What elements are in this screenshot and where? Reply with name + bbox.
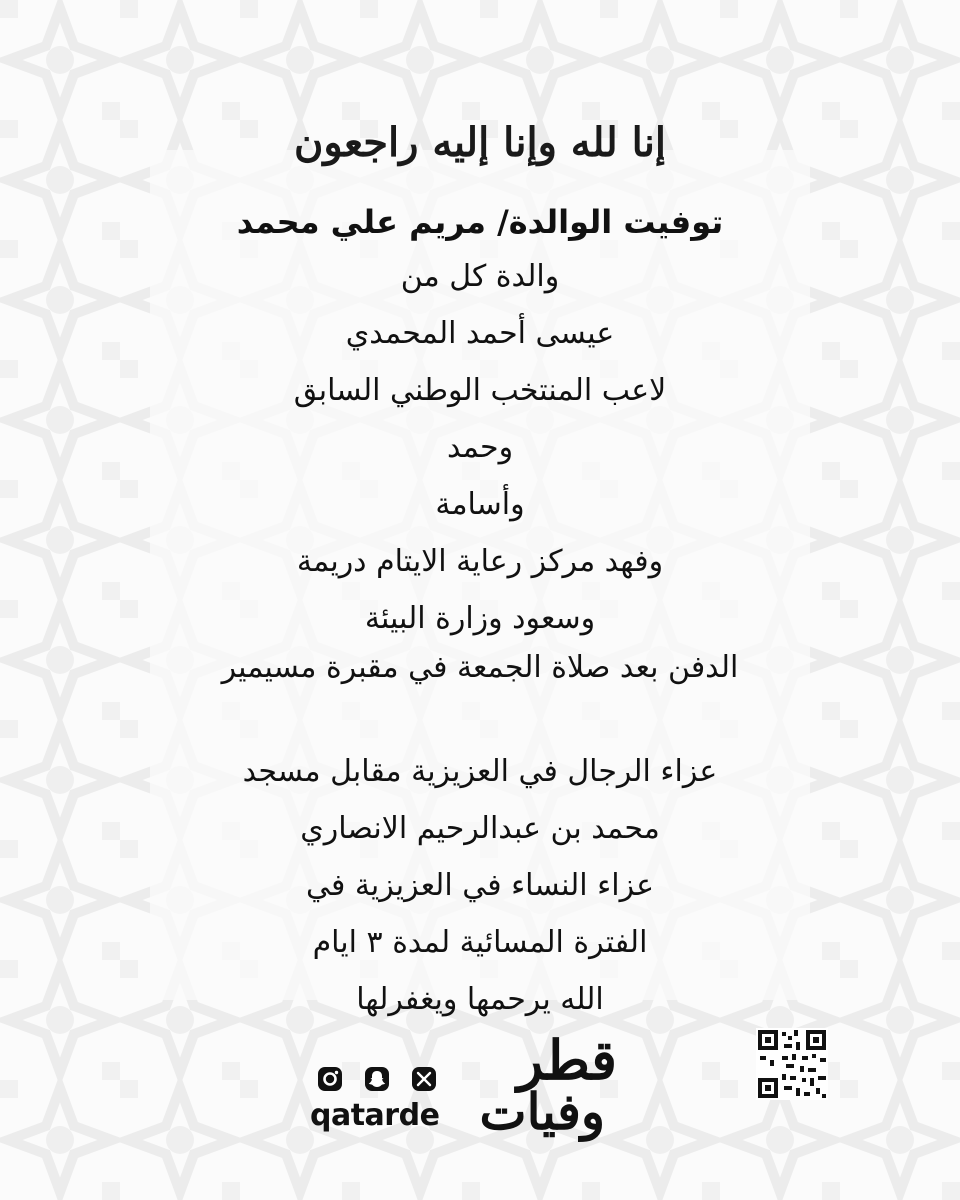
social-icons [310,1062,440,1096]
names-line: وحمد [446,430,514,465]
names-line: عيسى أحمد المحمدي [345,316,615,351]
instagram-icon[interactable] [314,1062,347,1096]
death-announcement-title: توفيت الوالدة/ مريم علي محمد [236,203,724,241]
condolence-line: محمد بن عبدالرحيم الانصاري [300,811,660,846]
social-block [310,1062,440,1133]
names-line: وسعود وزارة البيئة [364,601,596,636]
wafayat-qatar-logo [455,1020,625,1155]
qr-code[interactable] [756,1028,828,1100]
condolence-line: عزاء النساء في العزيزية في [305,868,655,903]
x-icon[interactable] [407,1062,440,1096]
names-line: وفهد مركز رعاية الايتام دريمة [296,544,664,579]
logo-line-1: قطر [517,1028,617,1092]
logo-line-2: وفيات [479,1082,605,1141]
condolence-info [0,743,960,1028]
names-line: والدة كل من [400,259,560,294]
names-line: لاعب المنتخب الوطني السابق [293,373,667,408]
quranic-verse [293,96,667,188]
family-names [0,248,960,647]
condolence-line: الله يرحمها ويغفرلها [356,982,604,1017]
condolence-line: عزاء الرجال في العزيزية مقابل مسجد [242,754,718,789]
burial-info [0,639,960,696]
verse-text: إنا لله وإنا إليه راجعون [293,118,667,166]
burial-line: الدفن بعد صلاة الجمعة في مقبرة مسيمير [221,650,739,685]
names-line: وأسامة [435,487,525,522]
condolence-line: الفترة المسائية لمدة ٣ ايام [312,925,648,960]
social-handle: qatarde [310,1098,440,1133]
snapchat-icon[interactable] [361,1062,394,1096]
